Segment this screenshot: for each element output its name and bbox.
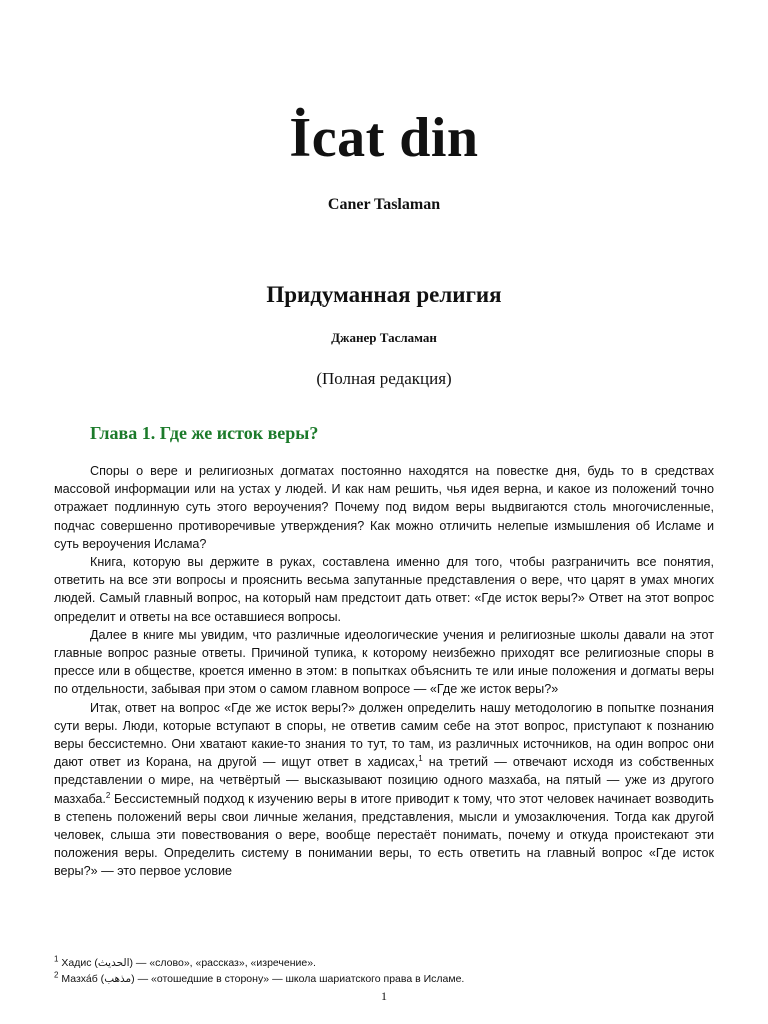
footnote [54, 971, 714, 987]
russian-title: Придуманная религия [266, 282, 502, 307]
edition-note: (Полная редакция) [316, 369, 452, 388]
footnote-text: Мазха́б (مذهب) — «отошедшие в сторону» — школа шариатского права в Исламе. [61, 973, 465, 985]
paragraph-text: Итак, ответ на вопрос «Где же исток веры?» должен определить нашу методологию в попытке познания сути веры. Люди, которые вступают в споры, не ответив самим себе на этот вопрос, приступают к познанию веры бессистемно. Они хватают какие-то знания то тут, то там, из различных источников, на один вопрос они дают ответ из Корана, на другой — ищут ответ в хадисах, [54, 700, 714, 770]
footnote-text: Хадис (الحديث) — «слово», «рассказ», «изречение». [61, 957, 316, 969]
footnotes [54, 955, 714, 987]
book-title: İcat din [289, 107, 479, 169]
russian-author: Джанер Тасламан [331, 330, 437, 345]
author-name: Caner Taslaman [327, 196, 441, 213]
body-text [54, 462, 714, 881]
footnote-ref[interactable]: 1 [418, 754, 423, 764]
paragraph-text: на третий — отвечают исходя из собственных представлении о мире, на четвёртый — высказывают позицию одного мазхаба, на пятый — уже из другого мазхаба. [54, 755, 714, 806]
paragraph: Далее в книге мы увидим, что различные идеологические учения и религиозные школы давали на этот главные вопрос разные ответы. Причиной тупика, к которому неизбежно приходят все религиозные споры в прессе или в обществе, кроется именно в этом: в попытках объяснить те или иные положения и догматы веры по отдельности, забывая при этом о самом главном вопросе — «Где же исток веры?» [54, 627, 714, 697]
chapter-heading: Глава 1. Где же исток веры? [90, 423, 319, 443]
footnote [54, 955, 714, 971]
footnote-ref[interactable]: 2 [105, 790, 111, 800]
paragraph: Книга, которую вы держите в руках, составлена именно для того, чтобы разграничить все понятия, ответить на все эти вопросы и прояснить весьма запутанные представления о вере, что царят в умах многих людей. Самый главный вопрос, на который нам предстоит дать ответ: «Где исток веры?» Ответ на этот вопрос определит и ответы на все оставшиеся вопросы. [54, 555, 714, 624]
paragraph: Споры о вере и религиозных догматах постоянно находятся на повестке дня, будь то в средствах массовой информации или на устах у людей. И как нам решить, чья идея верна, и какое из положений точно отражает подлинную суть этого вероучения? Почему под видом веры выдвигаются столь многочисленные, подчас совершенно противоречивые утверждения? Как можно отличить нелепые измышления об Исламе и суть вероучения Ислама? [54, 464, 714, 551]
paragraph [54, 699, 714, 881]
paragraph-text: Бессистемный подход к изучению веры в итоге приводит к тому, что этот человек начинает возводить в степень положений веры свои личные желания, представления, мысли и умозаключения. Тогда как другой человек, слыша эти повествования о вере, вообще перестаёт понимать, почему и откуда проистекают эти положения веры. Определить систему в понимании веры, то есть ответить на главный вопрос «Где исток веры?» — это первое условие [54, 791, 714, 879]
footnote-mark: 1 [54, 954, 59, 964]
footnote-mark: 2 [54, 970, 59, 980]
page-number: 1 [381, 989, 387, 1003]
